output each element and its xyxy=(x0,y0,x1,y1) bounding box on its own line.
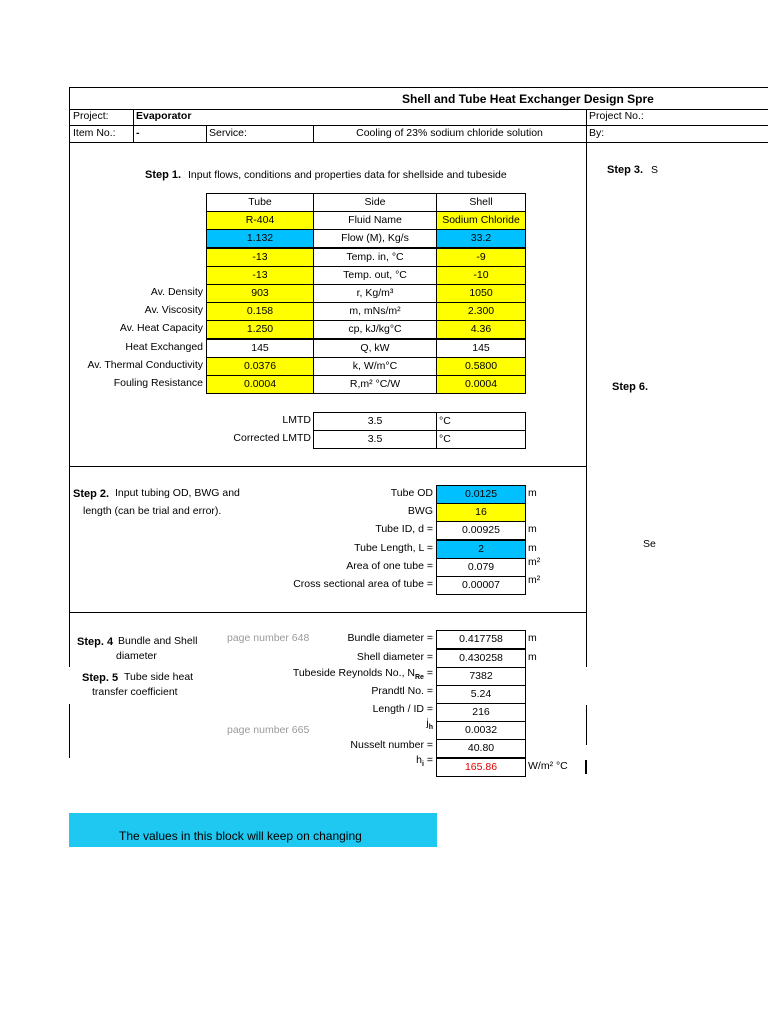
col-header-side: Side xyxy=(313,193,437,212)
lmtd-unit: °C xyxy=(436,412,526,431)
shell-cell[interactable]: 33.2 xyxy=(436,229,526,248)
step4-page-ref: page number 648 xyxy=(227,632,310,644)
param-label xyxy=(426,715,433,736)
param-unit: m xyxy=(528,487,537,499)
corrected-lmtd-unit: °C xyxy=(436,430,526,449)
project-no-label: Project No.: xyxy=(589,110,644,122)
step5-page-ref: page number 665 xyxy=(227,724,310,736)
param-value: 0.079 xyxy=(436,558,526,577)
param-label: Shell diameter = xyxy=(356,651,433,663)
param-label xyxy=(373,701,433,718)
col-header-shell: Shell xyxy=(436,193,526,212)
by-label: By: xyxy=(589,127,605,139)
step2-text-2: length (can be trial and error). xyxy=(83,505,222,517)
param-value: 216 xyxy=(436,703,526,722)
param-value: 0.00925 xyxy=(436,521,526,540)
param-unit: m² xyxy=(528,574,541,586)
param-value[interactable]: 16 xyxy=(436,503,526,522)
shell-cell[interactable]: 4.36 xyxy=(436,320,526,339)
param-label-subscript: Re xyxy=(414,674,424,681)
project-value: Evaporator xyxy=(136,110,192,122)
param-label-text: h xyxy=(416,754,422,766)
step2-label: Step 2. xyxy=(73,488,110,500)
step4-text-2: diameter xyxy=(116,650,157,662)
param-unit: m xyxy=(528,542,537,554)
side-cell: cp, kJ/kg°C xyxy=(313,320,437,339)
row-label: Av. Heat Capacity xyxy=(119,322,203,334)
tube-cell[interactable]: 1.132 xyxy=(206,229,314,248)
param-label: Area of one tube = xyxy=(346,560,433,572)
se-cut-text: Se xyxy=(643,538,656,550)
side-cell: Temp. in, °C xyxy=(313,248,437,267)
param-label-text: j xyxy=(426,717,429,729)
shell-cell[interactable]: -10 xyxy=(436,266,526,285)
tube-cell[interactable]: 0.0004 xyxy=(206,375,314,394)
step3-cut-text: S xyxy=(651,164,659,176)
param-value[interactable]: 2 xyxy=(436,540,526,559)
step4-text-1: Bundle and Shell xyxy=(118,635,198,647)
row-label: Fouling Resistance xyxy=(113,377,203,389)
param-unit: m xyxy=(528,651,537,663)
tube-cell[interactable]: 903 xyxy=(206,284,314,303)
tube-cell[interactable]: -13 xyxy=(206,266,314,285)
page-title: Shell and Tube Heat Exchanger Design Spre xyxy=(402,92,654,106)
param-label-text: Nusselt number = xyxy=(350,739,433,751)
param-unit: m xyxy=(528,632,537,644)
param-unit: W/m² °C xyxy=(528,760,568,772)
side-cell: Flow (M), Kg/s xyxy=(313,229,437,248)
side-cell: Q, kW xyxy=(313,339,437,358)
param-label xyxy=(371,683,433,700)
param-label: Tube Length, L = xyxy=(354,542,433,554)
param-value: 0.00007 xyxy=(436,576,526,595)
side-cell: R,m² °C/W xyxy=(313,375,437,394)
param-label: BWG xyxy=(407,505,433,517)
tube-cell[interactable]: 145 xyxy=(206,339,314,358)
tube-cell[interactable]: 1.250 xyxy=(206,320,314,339)
tube-cell[interactable]: R-404 xyxy=(206,211,314,230)
col-header-tube: Tube xyxy=(206,193,314,212)
param-label-suffix: = xyxy=(423,667,433,679)
param-label xyxy=(416,752,433,773)
tube-cell[interactable]: -13 xyxy=(206,248,314,267)
side-cell: r, Kg/m³ xyxy=(313,284,437,303)
param-label: Bundle diameter = xyxy=(347,632,433,644)
row-label: Av. Density xyxy=(150,286,203,298)
step6-label: Step 6. xyxy=(612,381,649,393)
param-unit: m xyxy=(528,523,537,535)
param-label: Tube ID, d = xyxy=(375,523,433,535)
shell-cell[interactable]: Sodium Chloride xyxy=(436,211,526,230)
param-value: 0.430258 xyxy=(436,649,526,668)
side-cell: Temp. out, °C xyxy=(313,266,437,285)
side-cell: k, W/m°C xyxy=(313,357,437,376)
corrected-lmtd-value: 3.5 xyxy=(313,430,437,449)
shell-cell[interactable]: 0.0004 xyxy=(436,375,526,394)
row-label: Av. Viscosity xyxy=(144,304,203,316)
shell-cell[interactable]: 1050 xyxy=(436,284,526,303)
param-label-subscript: h xyxy=(428,724,433,731)
param-label-suffix: = xyxy=(423,754,433,766)
step5-text-1: Tube side heat xyxy=(124,671,194,683)
service-value: Cooling of 23% sodium chloride solution xyxy=(356,127,543,139)
shell-cell[interactable]: 145 xyxy=(436,339,526,358)
param-label: Cross sectional area of tube = xyxy=(293,578,433,590)
side-cell: m, mNs/m² xyxy=(313,302,437,321)
param-label-subscript: i xyxy=(421,761,424,768)
param-value: 0.417758 xyxy=(436,630,526,649)
param-value: 0.0032 xyxy=(436,721,526,740)
param-value: 165.86 xyxy=(436,758,526,777)
service-label: Service: xyxy=(209,127,247,139)
param-value: 5.24 xyxy=(436,685,526,704)
step4-label: Step. 4 xyxy=(77,636,114,648)
step1-label: Step 1. xyxy=(145,169,182,181)
row-label: Heat Exchanged xyxy=(125,341,203,353)
param-unit: m² xyxy=(528,556,541,568)
step2-text-1: Input tubing OD, BWG and xyxy=(115,487,240,499)
shell-cell[interactable]: 0.5800 xyxy=(436,357,526,376)
lmtd-value: 3.5 xyxy=(313,412,437,431)
step5-label: Step. 5 xyxy=(82,672,119,684)
shell-cell[interactable]: 2.300 xyxy=(436,302,526,321)
item-value: - xyxy=(136,127,140,139)
param-label-text: Length / ID = xyxy=(372,703,433,715)
param-label-text: Prandtl No. = xyxy=(371,685,433,697)
shell-cell[interactable]: -9 xyxy=(436,248,526,267)
banner-text: The values in this block will keep on changing xyxy=(119,829,362,843)
project-label: Project: xyxy=(73,110,109,122)
changing-values-banner xyxy=(69,813,437,847)
lmtd-label: LMTD xyxy=(282,414,311,426)
item-label: Item No.: xyxy=(73,127,116,139)
step1-description: Input flows, conditions and properties data for shellside and tubeside xyxy=(188,169,507,181)
step3-label: Step 3. xyxy=(607,164,644,176)
side-cell: Fluid Name xyxy=(313,211,437,230)
param-value[interactable]: 0.0125 xyxy=(436,485,526,504)
step5-text-2: transfer coefficient xyxy=(92,686,178,698)
tube-cell[interactable]: 0.158 xyxy=(206,302,314,321)
param-label: Tube OD xyxy=(390,487,433,499)
corrected-lmtd-label: Corrected LMTD xyxy=(233,432,311,444)
param-value: 7382 xyxy=(436,667,526,686)
row-label: Av. Thermal Conductivity xyxy=(87,359,203,371)
tube-cell[interactable]: 0.0376 xyxy=(206,357,314,376)
param-value: 40.80 xyxy=(436,739,526,758)
param-label-text: Tubeside Reynolds No., N xyxy=(292,667,415,679)
